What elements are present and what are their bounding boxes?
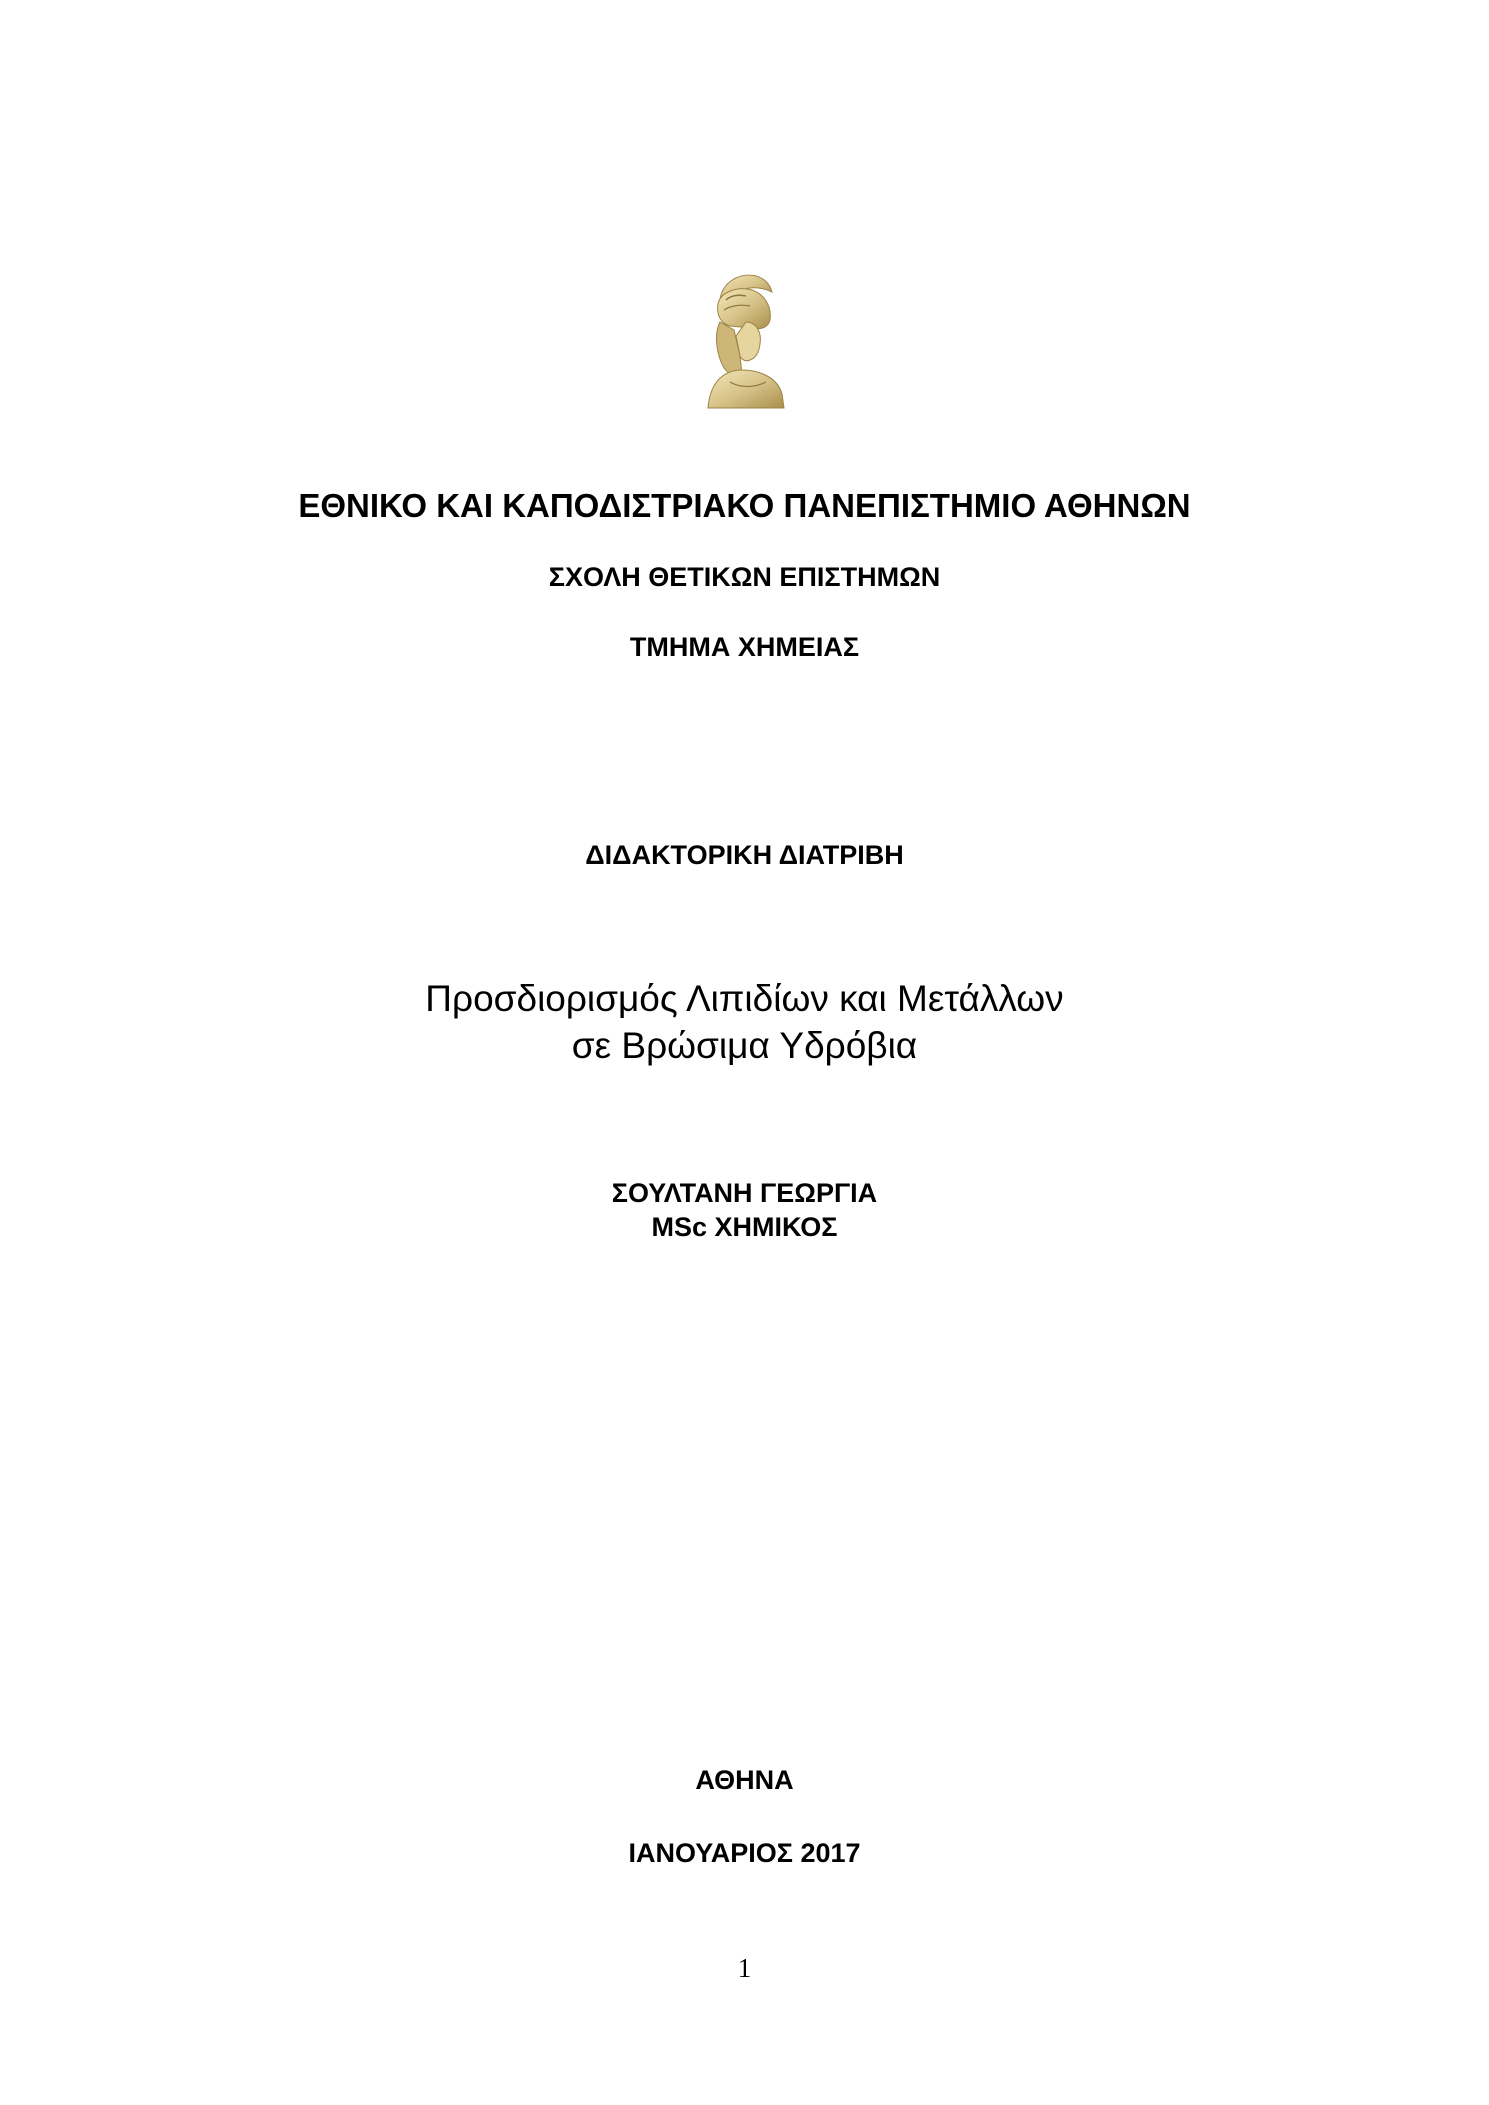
department-name: ΤΜΗΜΑ ΧΗΜΕΙΑΣ <box>629 632 860 662</box>
city: ΑΘΗΝΑ <box>695 1765 794 1795</box>
university-name: ΕΘΝΙΚΟ ΚΑΙ ΚΑΠΟΔΙΣΤΡΙΑΚΟ ΠΑΝΕΠΙΣΤΗΜΙΟ ΑΘΗΝΩΝ <box>298 487 1191 524</box>
publication-date: ΙΑΝΟΥΑΡΙΟΣ 2017 <box>628 1838 861 1868</box>
thesis-title-line-2: σε Βρώσιμα Υδρόβια <box>571 1025 918 1066</box>
author-degree: MSc ΧΗΜΙΚΟΣ <box>651 1212 838 1242</box>
athena-head-emblem-icon <box>690 270 800 410</box>
author-name: ΣΟΥΛΤΑΝΗ ΓΕΩΡΓΙΑ <box>611 1178 878 1208</box>
thesis-title-line-1: Προσδιορισμός Λιπιδίων και Μετάλλων <box>425 978 1064 1019</box>
document-type: ΔΙΔΑΚΤΟΡΙΚΗ ΔΙΑΤΡΙΒΗ <box>585 840 904 870</box>
school-name: ΣΧΟΛΗ ΘΕΤΙΚΩΝ ΕΠΙΣΤΗΜΩΝ <box>548 562 941 592</box>
page-number: 1 <box>737 1953 752 1983</box>
